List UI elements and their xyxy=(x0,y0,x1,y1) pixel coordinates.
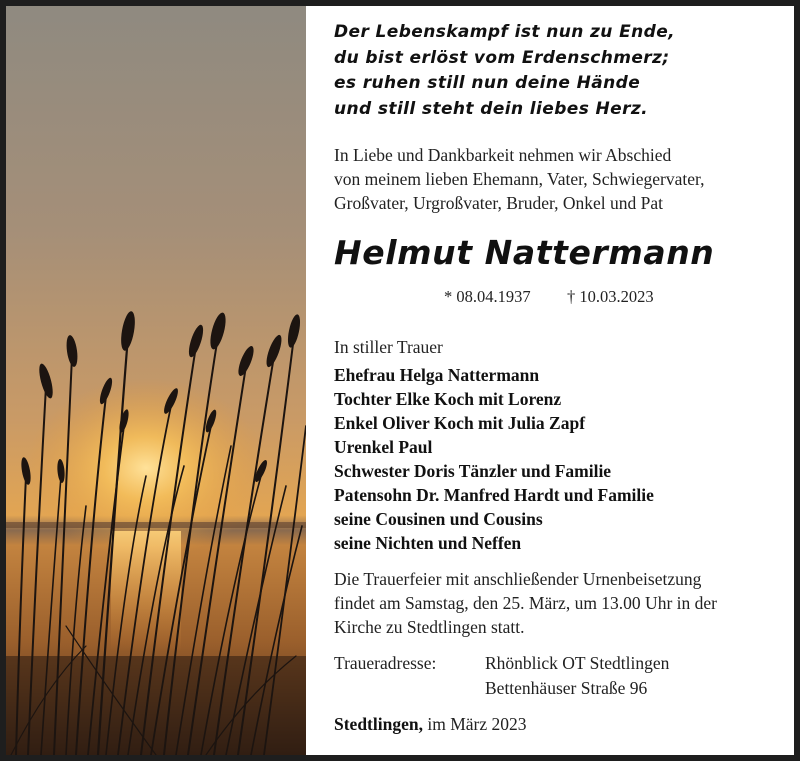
farewell-intro xyxy=(334,143,705,216)
ceremony-info xyxy=(334,567,717,639)
mourner-entry: Tochter Elke Koch mit Lorenz xyxy=(334,389,562,409)
signoff-date: im März 2023 xyxy=(422,714,527,734)
mourner-entry: seine Nichten und Neffen xyxy=(334,533,522,553)
sunset-reeds-photo xyxy=(6,6,306,755)
obituary-notice xyxy=(6,6,794,755)
death-date: † 10.03.2023 xyxy=(567,287,654,306)
mourner-entry: seine Cousinen und Cousins xyxy=(334,509,543,529)
intro-line: von meinem lieben Ehemann, Vater, Schwiegervater, xyxy=(334,169,705,190)
mourners-list xyxy=(334,363,654,555)
birth-date: * 08.04.1937 xyxy=(444,287,531,306)
signoff-place: Stedtlingen, xyxy=(334,714,423,734)
signoff xyxy=(334,712,527,736)
mourning-heading: In stiller Trauer xyxy=(334,337,443,357)
poem-line: du bist erlöst vom Erdenschmerz; xyxy=(334,47,670,68)
poem-line: es ruhen still nun deine Hände xyxy=(334,73,641,93)
address-line: Bettenhäuser Straße 96 xyxy=(485,677,648,698)
mourner-entry: Schwester Doris Tänzler und Familie xyxy=(334,461,612,481)
address-lines xyxy=(485,651,669,700)
notice-text xyxy=(334,6,784,755)
mourner-entry: Patensohn Dr. Manfred Hardt und Familie xyxy=(334,485,654,505)
deceased-name: Helmut Nattermann xyxy=(334,233,715,272)
ceremony-line: Kirche zu Stedtlingen statt. xyxy=(334,617,525,637)
ceremony-line: Die Trauerfeier mit anschließender Urnenbeisetzung xyxy=(334,569,702,589)
ceremony-line: findet am Samstag, den 25. März, um 13.00 Uhr in der xyxy=(334,593,717,613)
mourner-entry: Enkel Oliver Koch mit Julia Zapf xyxy=(334,413,586,433)
poem xyxy=(334,20,675,122)
address-line: Rhönblick OT Stedtlingen xyxy=(485,653,670,673)
mourner-entry: Ehefrau Helga Nattermann xyxy=(334,365,540,385)
mourner-entry: Urenkel Paul xyxy=(334,437,433,457)
poem-line: und still steht dein liebes Herz. xyxy=(334,98,649,119)
address-label: Traueradresse: xyxy=(334,653,437,673)
intro-line: Großvater, Urgroßvater, Bruder, Onkel und Pat xyxy=(334,193,664,214)
poem-line: Der Lebenskampf ist nun zu Ende, xyxy=(334,22,676,42)
intro-line: In Liebe und Dankbarkeit nehmen wir Abschied xyxy=(334,145,672,165)
